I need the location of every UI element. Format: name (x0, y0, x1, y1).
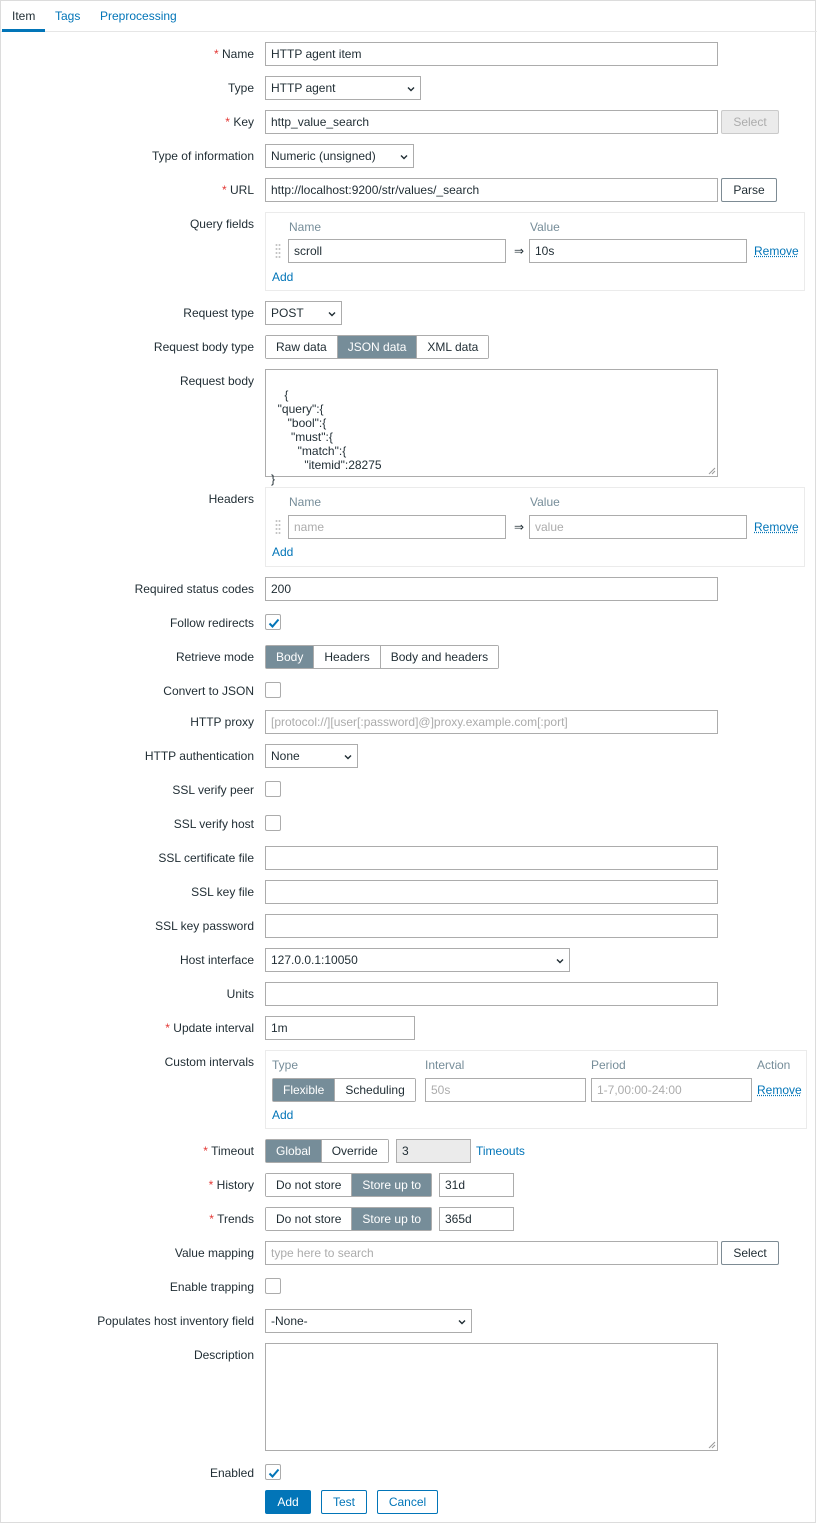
query-fields-box (265, 212, 805, 291)
drag-handle-icon[interactable] (275, 243, 281, 259)
custom-intervals-action-header: Action (757, 1058, 791, 1072)
key-select-button[interactable]: Select (721, 110, 779, 134)
history-toggle (265, 1173, 432, 1197)
custom-intervals-interval-header: Interval (425, 1058, 465, 1072)
json-data-option[interactable]: JSON data (338, 336, 418, 358)
cancel-button[interactable]: Cancel (377, 1490, 438, 1514)
units-label: Units (226, 987, 254, 1001)
custom-period-input[interactable]: 1-7,00:00-24:00 (591, 1078, 752, 1102)
inventory-field-value: -None- (271, 1314, 308, 1328)
description-label: Description (193, 1348, 254, 1362)
headers-name-header: Name (289, 495, 322, 509)
timeout-label: * Timeout (203, 1144, 254, 1158)
chevron-down-icon (400, 153, 408, 161)
retrieve-mode-toggle (265, 645, 499, 669)
header-name-input[interactable]: name (288, 515, 506, 539)
resize-handle-icon[interactable] (708, 1441, 716, 1449)
trends-do-not-store-option[interactable]: Do not store (266, 1208, 352, 1230)
request-body-type-toggle (265, 335, 489, 359)
retrieve-body-and-headers-option[interactable]: Body and headers (381, 646, 498, 668)
type-of-information-value: Numeric (unsigned) (271, 149, 376, 163)
chevron-down-icon (407, 85, 415, 93)
http-authentication-value: None (271, 749, 300, 763)
chevron-down-icon (458, 1318, 466, 1326)
resize-handle-icon[interactable] (708, 467, 716, 475)
enabled-checkbox[interactable] (265, 1464, 281, 1480)
enable-trapping-checkbox[interactable] (265, 1278, 281, 1294)
enable-trapping-label: Enable trapping (169, 1280, 254, 1294)
http-proxy-label: HTTP proxy (190, 715, 254, 729)
ssl-key-password-input[interactable] (265, 914, 718, 938)
description-textarea[interactable] (265, 1343, 718, 1451)
value-mapping-label: Value mapping (174, 1246, 254, 1260)
timeout-toggle (265, 1139, 389, 1163)
required-status-codes-input[interactable]: 200 (265, 577, 718, 601)
http-authentication-label: HTTP authentication (144, 749, 254, 763)
request-type-value: POST (271, 306, 304, 320)
ssl-key-file-label: SSL key file (191, 885, 254, 899)
tab-bar (1, 1, 817, 32)
retrieve-headers-option[interactable]: Headers (314, 646, 380, 668)
request-body-textarea[interactable] (265, 369, 718, 486)
custom-interval-input[interactable]: 50s (425, 1078, 586, 1102)
ssl-certificate-file-label: SSL certificate file (158, 851, 254, 865)
add-button[interactable]: Add (265, 1490, 311, 1514)
headers-box (265, 487, 805, 567)
update-interval-input[interactable]: 1m (265, 1016, 415, 1040)
retrieve-mode-label: Retrieve mode (175, 650, 254, 664)
query-field-add-link[interactable]: Add (272, 270, 294, 284)
value-mapping-select-button[interactable]: Select (721, 1241, 779, 1265)
convert-to-json-checkbox[interactable] (265, 682, 281, 698)
host-interface-value: 127.0.0.1:10050 (271, 953, 358, 967)
http-proxy-input[interactable]: [protocol://][user[:password]@]proxy.example.com[:port] (265, 710, 718, 734)
url-parse-button[interactable]: Parse (721, 178, 777, 202)
enabled-label: Enabled (209, 1466, 254, 1480)
custom-intervals-label: Custom intervals (164, 1055, 254, 1069)
ssl-key-file-input[interactable] (265, 880, 718, 904)
request-body-text: { "query":{ "bool":{ "must":{ "match":{ "itemid":28275 } (271, 388, 382, 486)
ssl-verify-peer-checkbox[interactable] (265, 781, 281, 797)
retrieve-body-option[interactable]: Body (266, 646, 314, 668)
url-label: * URL (222, 183, 254, 197)
timeout-override-option[interactable]: Override (322, 1140, 388, 1162)
http-authentication-select[interactable] (265, 744, 358, 768)
type-of-information-label: Type of information (151, 149, 254, 163)
type-label: Type (227, 81, 254, 95)
name-label: * Name (214, 47, 254, 61)
xml-data-option[interactable]: XML data (417, 336, 488, 358)
header-value-input[interactable]: value (529, 515, 747, 539)
chevron-down-icon (328, 310, 336, 318)
url-input[interactable]: http://localhost:9200/str/values/_search (265, 178, 718, 202)
trends-label: * Trends (209, 1212, 254, 1226)
request-body-label: Request body (179, 374, 254, 388)
query-field-value-input[interactable]: 10s (529, 239, 747, 263)
timeout-input: 3 (396, 1139, 471, 1163)
custom-intervals-type-header: Type (272, 1058, 299, 1072)
custom-interval-type-toggle (272, 1078, 416, 1102)
timeouts-link[interactable]: Timeouts (476, 1144, 525, 1158)
request-type-select[interactable] (265, 301, 342, 325)
type-select-value: HTTP agent (271, 81, 336, 95)
headers-value-header: Value (530, 495, 560, 509)
follow-redirects-checkbox[interactable] (265, 614, 281, 630)
key-input[interactable]: http_value_search (265, 110, 718, 134)
headers-label: Headers (208, 492, 254, 506)
flexible-option[interactable]: Flexible (273, 1079, 335, 1101)
host-interface-select[interactable] (265, 948, 570, 972)
inventory-field-label: Populates host inventory field (97, 1314, 254, 1328)
tab-item[interactable]: Item (2, 1, 45, 32)
trends-toggle (265, 1207, 432, 1231)
trends-store-up-to-option[interactable]: Store up to (352, 1208, 431, 1230)
timeout-global-option[interactable]: Global (266, 1140, 322, 1162)
custom-intervals-box (265, 1050, 807, 1129)
ssl-key-password-label: SSL key password (155, 919, 254, 933)
header-add-link[interactable]: Add (272, 545, 294, 559)
header-remove-link[interactable]: Remove (754, 520, 799, 534)
history-label: * History (209, 1178, 254, 1192)
tab-tags[interactable]: Tags (55, 9, 81, 23)
query-fields-value-header: Value (530, 220, 560, 234)
checkmark-icon (268, 617, 280, 629)
ssl-verify-host-checkbox[interactable] (265, 815, 281, 831)
query-field-name-input[interactable]: scroll (288, 239, 506, 263)
request-type-label: Request type (183, 306, 254, 320)
custom-interval-remove-link[interactable]: Remove (757, 1083, 802, 1097)
maps-to-arrow: ⇒ (514, 520, 525, 534)
ssl-verify-peer-label: SSL verify peer (172, 783, 254, 797)
request-body-type-label: Request body type (153, 340, 254, 354)
follow-redirects-label: Follow redirects (169, 616, 254, 630)
raw-data-option[interactable]: Raw data (266, 336, 338, 358)
chevron-down-icon (556, 957, 564, 965)
update-interval-label: * Update interval (165, 1021, 254, 1035)
checkmark-icon (268, 1467, 280, 1479)
name-input[interactable]: HTTP agent item (265, 42, 718, 66)
type-of-information-select[interactable] (265, 144, 414, 168)
host-interface-label: Host interface (179, 953, 254, 967)
required-status-codes-label: Required status codes (134, 582, 254, 596)
ssl-verify-host-label: SSL verify host (173, 817, 254, 831)
history-store-up-to-option[interactable]: Store up to (352, 1174, 431, 1196)
tab-preprocessing[interactable]: Preprocessing (100, 9, 177, 23)
units-input[interactable] (265, 982, 718, 1006)
ssl-certificate-file-input[interactable] (265, 846, 718, 870)
query-field-remove-link[interactable]: Remove (754, 244, 799, 258)
value-mapping-input[interactable]: type here to search (265, 1241, 718, 1265)
convert-to-json-label: Convert to JSON (163, 684, 254, 698)
chevron-down-icon (344, 753, 352, 761)
type-select[interactable] (265, 76, 421, 100)
maps-to-arrow: ⇒ (514, 244, 525, 258)
scheduling-option[interactable]: Scheduling (335, 1079, 414, 1101)
test-button[interactable]: Test (321, 1490, 367, 1514)
query-fields-label: Query fields (189, 217, 254, 231)
inventory-field-select[interactable] (265, 1309, 472, 1333)
history-do-not-store-option[interactable]: Do not store (266, 1174, 352, 1196)
drag-handle-icon[interactable] (275, 519, 281, 535)
query-fields-name-header: Name (289, 220, 322, 234)
history-input[interactable]: 31d (439, 1173, 514, 1197)
custom-interval-add-link[interactable]: Add (272, 1108, 294, 1122)
custom-intervals-period-header: Period (591, 1058, 626, 1072)
key-label: * Key (225, 115, 254, 129)
trends-input[interactable]: 365d (439, 1207, 514, 1231)
